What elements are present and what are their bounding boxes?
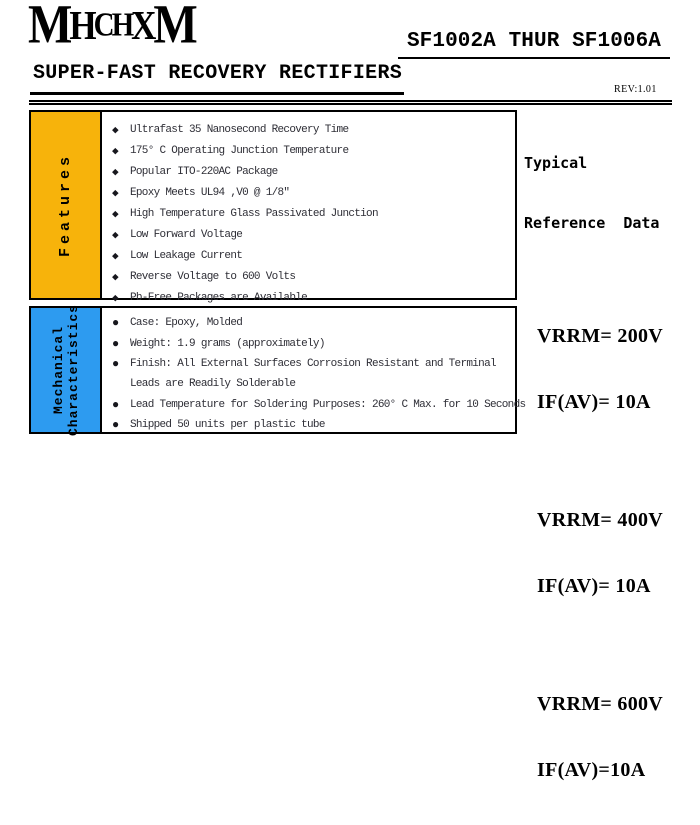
mechanical-item	[112, 395, 525, 415]
header-divider	[29, 100, 672, 105]
revision-label: REV:1.01	[614, 84, 657, 95]
diamond-bullet-icon: ◆	[112, 271, 119, 284]
rating-entry	[537, 281, 663, 457]
typical-heading	[524, 113, 663, 273]
vrrm-value: VRRM= 200V	[537, 325, 664, 347]
typical-heading-line2: Reference Data	[524, 214, 660, 232]
logo-letter: H	[111, 6, 135, 44]
feature-text: Pb-Free Packages are Available	[130, 291, 308, 304]
logo-letter: H	[69, 2, 97, 49]
page-title: SUPER-FAST RECOVERY RECTIFIERS	[33, 62, 403, 85]
feature-text: Popular ITO-220AC Package	[130, 166, 278, 179]
mechanical-text: Weight: 1.9 grams (approximately)	[130, 337, 325, 350]
feature-item	[112, 204, 515, 225]
feature-text: Ultrafast 35 Nanosecond Recovery Time	[130, 124, 349, 137]
circle-bullet-icon: ●	[112, 316, 120, 331]
feature-item	[112, 287, 515, 308]
logo-letter: M	[28, 0, 73, 56]
mechanical-label-line2: Characteristics	[65, 303, 81, 437]
features-list	[102, 112, 515, 305]
mechanical-item	[112, 333, 525, 353]
mechanical-text: Leads are Readily Solderable	[130, 378, 296, 391]
logo-letter: M	[153, 0, 198, 56]
title-underline	[30, 92, 404, 95]
diamond-bullet-icon: ◆	[112, 229, 119, 242]
feature-item	[112, 224, 515, 245]
circle-bullet-icon: ●	[112, 336, 120, 351]
diamond-bullet-icon: ◆	[112, 250, 119, 263]
typical-reference-data	[524, 113, 663, 825]
diamond-bullet-icon: ◆	[112, 167, 119, 180]
typical-heading-line1: Typical	[524, 154, 588, 172]
feature-text: Reverse Voltage to 600 Volts	[130, 270, 296, 283]
features-label: Features	[57, 152, 74, 257]
ifav-value: IF(AV)= 10A	[537, 391, 651, 413]
vrrm-value: VRRM= 400V	[537, 509, 664, 531]
feature-item	[112, 183, 515, 204]
feature-text: High Temperature Glass Passivated Junction	[130, 208, 378, 220]
mechanical-text: Finish: All External Surfaces Corrosion Resistant and Terminal	[130, 357, 496, 370]
mechanical-item	[112, 313, 525, 333]
circle-bullet-icon: ●	[112, 397, 120, 412]
mechanical-text: Lead Temperature for Soldering Purposes: 260° C Max. for 10 Seconds	[130, 398, 526, 411]
feature-text: Low Leakage Current	[130, 249, 243, 262]
diamond-bullet-icon: ◆	[112, 146, 119, 159]
mechanical-label-line1: Mechanical	[50, 325, 66, 414]
logo-letter: X	[131, 2, 157, 49]
mechanical-text: Case: Epoxy, Molded	[130, 317, 243, 330]
feature-text: 175° C Operating Junction Temperature	[130, 145, 349, 158]
feature-text: Low Forward Voltage	[130, 228, 243, 241]
diamond-bullet-icon: ◆	[112, 292, 119, 305]
diamond-bullet-icon: ◆	[112, 209, 119, 221]
feature-item	[112, 245, 515, 266]
brand-logo	[28, 0, 198, 56]
logo-letter: C	[93, 6, 115, 44]
circle-bullet-icon: ●	[112, 418, 120, 433]
mechanical-section	[29, 303, 526, 437]
diamond-bullet-icon: ◆	[112, 188, 119, 201]
mechanical-label-cell	[31, 303, 102, 437]
mechanical-text: Shipped 50 units per plastic tube	[130, 419, 325, 432]
features-label-cell	[31, 112, 102, 298]
circle-bullet-icon: ●	[112, 356, 120, 371]
ifav-value: IF(AV)= 10A	[537, 575, 651, 597]
mechanical-item-continuation	[112, 374, 525, 394]
diamond-bullet-icon: ◆	[112, 125, 119, 138]
feature-item	[112, 266, 515, 287]
vrrm-value: VRRM= 600V	[537, 693, 664, 715]
feature-item	[112, 162, 515, 183]
mechanical-list	[102, 308, 525, 432]
feature-text: Epoxy Meets UL94 ,V0 @ 1/8″	[130, 187, 290, 200]
ifav-value: IF(AV)=10A	[537, 759, 646, 781]
rating-entry	[537, 465, 663, 641]
rating-entry	[537, 649, 663, 825]
mechanical-item	[112, 415, 525, 435]
mechanical-item	[112, 354, 525, 374]
feature-item	[112, 141, 515, 162]
features-section	[29, 110, 517, 305]
part-range-title: SF1002A THUR SF1006A	[398, 30, 670, 59]
feature-item	[112, 120, 515, 141]
